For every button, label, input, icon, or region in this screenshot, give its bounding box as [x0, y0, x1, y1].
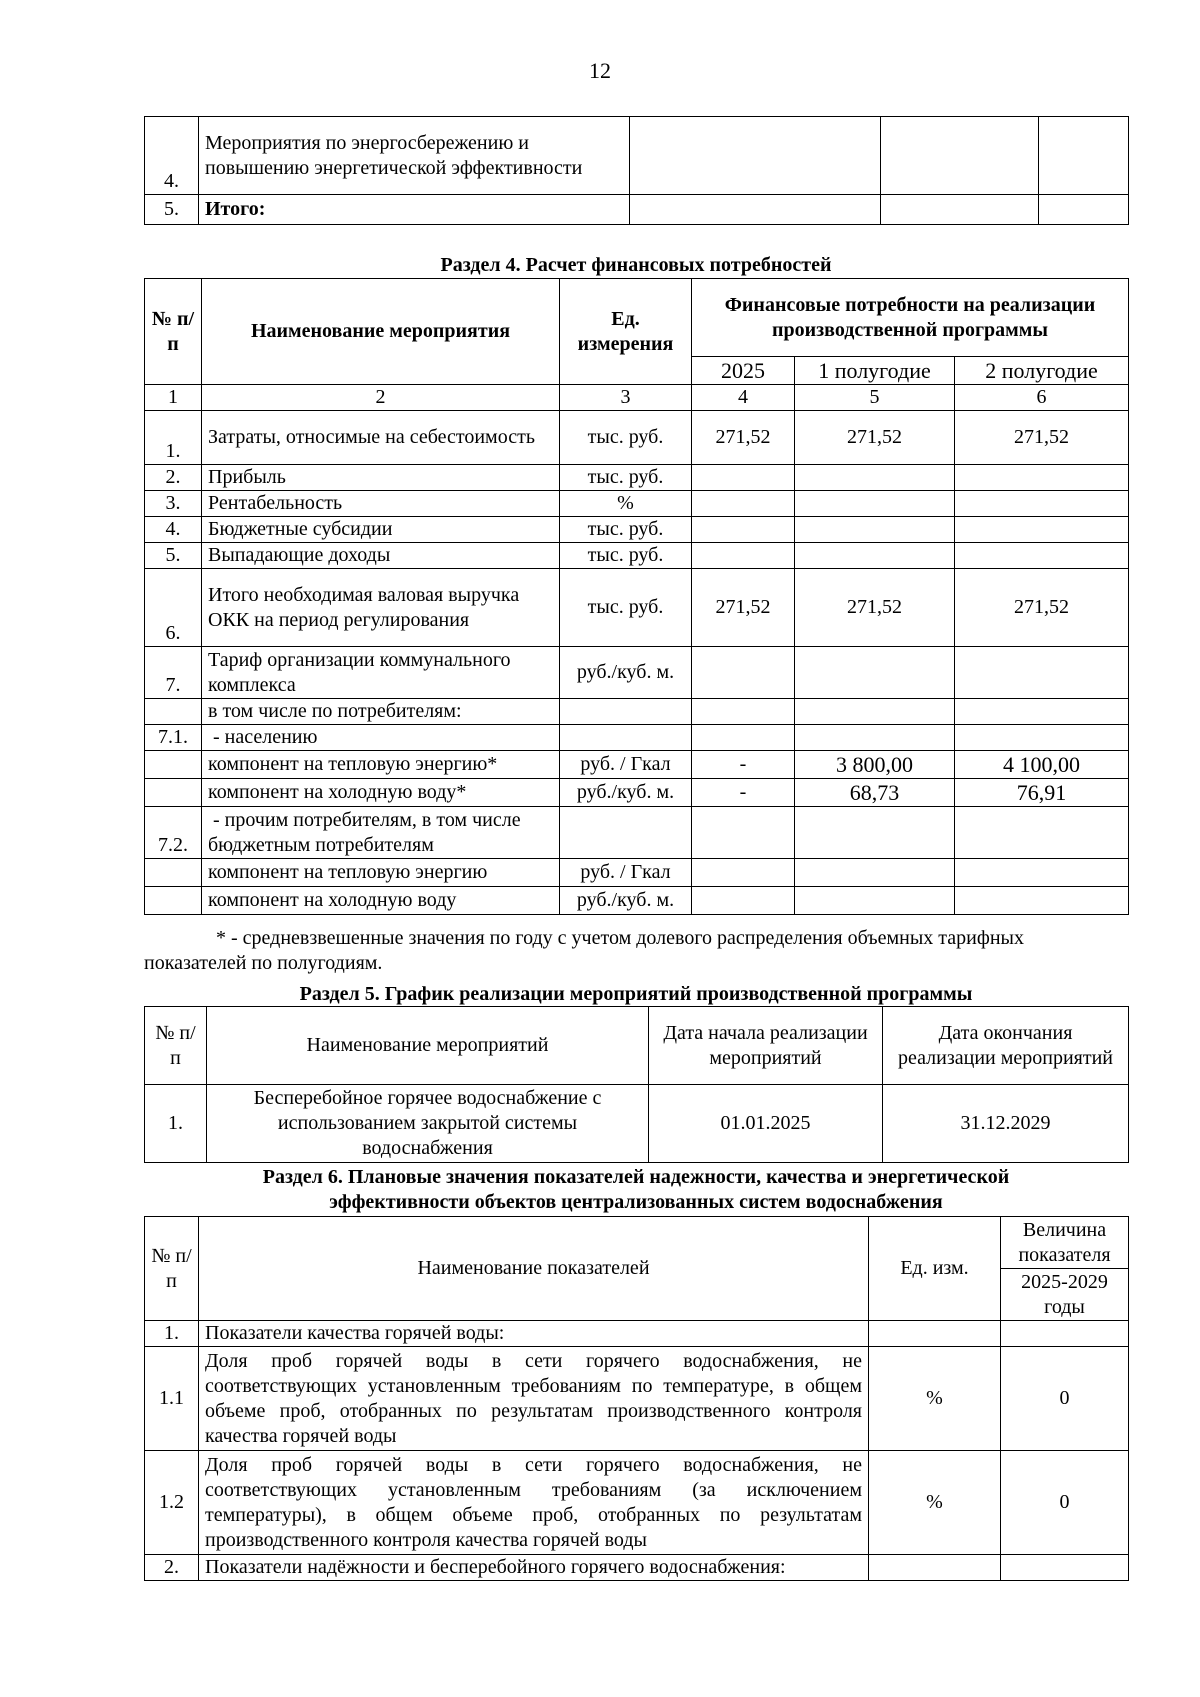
row-value-half1 [795, 859, 955, 887]
row-number: 1.2 [145, 1451, 199, 1555]
empty-cell [1039, 195, 1129, 225]
row-number: 2. [145, 1555, 199, 1581]
row-unit: тыс. руб. [560, 569, 692, 647]
row-name: Доля проб горячей воды в сети горячего водоснабжения, не соответствующих установленным требованиям (за исключением температуры), в общем объеме проб, отобранных по результатам производственного контроля качества горячей воды [199, 1451, 869, 1555]
row-value-2025 [692, 491, 795, 517]
row-number: 7.2. [145, 807, 202, 859]
section4-title: Раздел 4. Расчет финансовых потребностей [440, 254, 832, 276]
row-value [1001, 1321, 1129, 1347]
row-value-half2 [955, 647, 1129, 699]
row-name: - прочим потребителям, в том числе бюджетным потребителям [202, 807, 560, 859]
row-number: 3. [145, 491, 202, 517]
row-number: 5. [145, 543, 202, 569]
row-number: 2. [145, 465, 202, 491]
header-years: 2025-2029 годы [1001, 1269, 1129, 1321]
row-value-half2 [955, 517, 1129, 543]
header-row [145, 279, 1129, 357]
row-number [145, 887, 202, 915]
row-name: компонент на тепловую энергию [202, 859, 560, 887]
row-name: Итого: [199, 195, 630, 225]
row-number: 4. [145, 117, 199, 195]
row-number: 1. [145, 1085, 207, 1163]
row-unit [869, 1555, 1001, 1581]
header-start: Дата начала реализации мероприятий [649, 1007, 883, 1085]
table-row [145, 491, 1129, 517]
header-value: Величина показателя [1001, 1217, 1129, 1269]
table-row [145, 647, 1129, 699]
row-value-2025 [692, 699, 795, 725]
table-row [145, 569, 1129, 647]
row-unit [560, 699, 692, 725]
table-row [145, 1451, 1129, 1555]
row-start-date: 01.01.2025 [649, 1085, 883, 1163]
row-value-2025: - [692, 779, 795, 807]
table-row [145, 1085, 1129, 1163]
section5-table [144, 1006, 1129, 1163]
header-num: № п/п [145, 1007, 207, 1085]
table-row [145, 543, 1129, 569]
row-value-2025 [692, 465, 795, 491]
row-value-2025 [692, 887, 795, 915]
section6-title-line: эффективности объектов централизованных систем водоснабжения [329, 1191, 943, 1213]
table-row [145, 887, 1129, 915]
col-number: 5 [795, 385, 955, 411]
row-unit: руб./куб. м. [560, 647, 692, 699]
row-value-half1 [795, 491, 955, 517]
table-row [145, 195, 1129, 225]
row-name: Итого необходимая валовая выручка ОКК на период регулирования [202, 569, 560, 647]
table-row [145, 725, 1129, 751]
page-number: 12 [589, 58, 611, 83]
section5-title: Раздел 5. График реализации мероприятий производственной программы [299, 983, 973, 1005]
row-name: в том числе по потребителям: [202, 699, 560, 725]
row-name: Бюджетные субсидии [202, 517, 560, 543]
row-name: - населению [202, 725, 560, 751]
table-row [145, 117, 1129, 195]
row-value-half1 [795, 543, 955, 569]
col-number: 1 [145, 385, 202, 411]
row-name: Тариф организации коммунального комплекса [202, 647, 560, 699]
section4-table [144, 278, 1129, 915]
row-name: Затраты, относимые на себестоимость [202, 411, 560, 465]
col-number: 2 [202, 385, 560, 411]
row-value-half1: 68,73 [795, 779, 955, 807]
row-value-half2 [955, 543, 1129, 569]
row-number [145, 751, 202, 779]
row-unit: % [869, 1347, 1001, 1451]
header-year: 2025 [692, 357, 795, 385]
row-value-half1 [795, 517, 955, 543]
row-end-date: 31.12.2029 [883, 1085, 1129, 1163]
row-unit [560, 725, 692, 751]
row-value-half1: 3 800,00 [795, 751, 955, 779]
row-name: Мероприятия по энергосбережению и повышению энергетической эффективности [199, 117, 630, 195]
row-number: 1.1 [145, 1347, 199, 1451]
header-end: Дата окончания реализации мероприятий [883, 1007, 1129, 1085]
row-number: 1. [145, 411, 202, 465]
table-row [145, 699, 1129, 725]
header-row [145, 1007, 1129, 1085]
row-value-2025 [692, 859, 795, 887]
row-name: Показатели качества горячей воды: [199, 1321, 869, 1347]
row-unit [869, 1321, 1001, 1347]
table-row [145, 411, 1129, 465]
row-number [145, 699, 202, 725]
row-unit: % [869, 1451, 1001, 1555]
row-name: компонент на холодную воду* [202, 779, 560, 807]
row-unit: руб./куб. м. [560, 887, 692, 915]
table-row [145, 751, 1129, 779]
row-name: Показатели надёжности и бесперебойного горячего водоснабжения: [199, 1555, 869, 1581]
empty-cell [881, 195, 1039, 225]
header-num: № п/п [145, 1217, 199, 1321]
row-value-2025 [692, 517, 795, 543]
row-unit: тыс. руб. [560, 543, 692, 569]
section6-title [144, 1165, 1128, 1215]
footnote-line: * - средневзвешенные значения по году с учетом долевого распределения объемных тарифных [216, 927, 1024, 949]
row-value: 0 [1001, 1347, 1129, 1451]
table-row [145, 807, 1129, 859]
row-value-2025: 271,52 [692, 569, 795, 647]
row-name: Доля проб горячей воды в сети горячего водоснабжения, не соответствующих установленным требованиям по температуре, в общем объеме проб, отобранных по результатам производственного контроля качества горячей воды [199, 1347, 869, 1451]
header-name: Наименование показателей [199, 1217, 869, 1321]
row-number: 1. [145, 1321, 199, 1347]
row-unit: тыс. руб. [560, 517, 692, 543]
table-row [145, 517, 1129, 543]
row-value-half2: 4 100,00 [955, 751, 1129, 779]
empty-cell [630, 195, 881, 225]
row-value-half1 [795, 647, 955, 699]
row-value-half1: 271,52 [795, 569, 955, 647]
row-value-half1 [795, 887, 955, 915]
row-number: 4. [145, 517, 202, 543]
row-name: Рентабельность [202, 491, 560, 517]
header-name: Наименование мероприятия [202, 279, 560, 385]
row-value: 0 [1001, 1451, 1129, 1555]
header-half2: 2 полугодие [955, 357, 1129, 385]
row-value-half2 [955, 491, 1129, 517]
row-value-half1 [795, 465, 955, 491]
row-value-half2: 271,52 [955, 411, 1129, 465]
header-row [145, 1217, 1129, 1269]
row-value-half1 [795, 807, 955, 859]
row-unit: руб. / Гкал [560, 751, 692, 779]
row-value-half1: 271,52 [795, 411, 955, 465]
row-number [145, 779, 202, 807]
empty-cell [881, 117, 1039, 195]
header-unit: Ед. изм. [869, 1217, 1001, 1321]
col-number: 3 [560, 385, 692, 411]
row-value-2025 [692, 725, 795, 751]
row-value-2025 [692, 647, 795, 699]
row-unit: % [560, 491, 692, 517]
row-name: компонент на холодную воду [202, 887, 560, 915]
row-value-half2 [955, 807, 1129, 859]
section6-title-line: Раздел 6. Плановые значения показателей надежности, качества и энергетической [262, 1166, 1010, 1188]
table-row [145, 779, 1129, 807]
row-unit: руб. / Гкал [560, 859, 692, 887]
row-value-half2 [955, 465, 1129, 491]
header-name: Наименование мероприятий [207, 1007, 649, 1085]
column-number-row [145, 385, 1129, 411]
row-name: Прибыль [202, 465, 560, 491]
top-table [144, 116, 1129, 225]
row-name: Бесперебойное горячее водоснабжение с использованием закрытой системы водоснабжения [207, 1085, 649, 1163]
header-num: № п/п [145, 279, 202, 385]
row-number [145, 859, 202, 887]
row-value-half1 [795, 725, 955, 751]
row-unit: тыс. руб. [560, 411, 692, 465]
header-unit: Ед. измерения [560, 279, 692, 385]
row-value-half1 [795, 699, 955, 725]
row-unit: тыс. руб. [560, 465, 692, 491]
row-name: компонент на тепловую энергию* [202, 751, 560, 779]
row-value-half2 [955, 725, 1129, 751]
table-row [145, 859, 1129, 887]
row-value-half2: 271,52 [955, 569, 1129, 647]
row-number: 5. [145, 195, 199, 225]
table-row [145, 1347, 1129, 1451]
row-value-half2 [955, 699, 1129, 725]
section6-table [144, 1216, 1129, 1581]
row-value-2025: - [692, 751, 795, 779]
row-value-2025 [692, 807, 795, 859]
header-half1: 1 полугодие [795, 357, 955, 385]
footnote [144, 926, 1128, 976]
table-row [145, 1321, 1129, 1347]
row-unit [560, 807, 692, 859]
row-value-half2 [955, 859, 1129, 887]
row-value-half2 [955, 887, 1129, 915]
row-value-half2: 76,91 [955, 779, 1129, 807]
row-value-2025 [692, 543, 795, 569]
row-name: Выпадающие доходы [202, 543, 560, 569]
row-value-2025: 271,52 [692, 411, 795, 465]
col-number: 4 [692, 385, 795, 411]
empty-cell [630, 117, 881, 195]
row-value [1001, 1555, 1129, 1581]
footnote-line: показателей по полугодиям. [144, 952, 383, 974]
row-unit: руб./куб. м. [560, 779, 692, 807]
row-number: 7. [145, 647, 202, 699]
row-number: 7.1. [145, 725, 202, 751]
col-number: 6 [955, 385, 1129, 411]
table-row [145, 1555, 1129, 1581]
row-number: 6. [145, 569, 202, 647]
empty-cell [1039, 117, 1129, 195]
table-row [145, 465, 1129, 491]
header-financial: Финансовые потребности на реализации производственной программы [692, 279, 1129, 357]
